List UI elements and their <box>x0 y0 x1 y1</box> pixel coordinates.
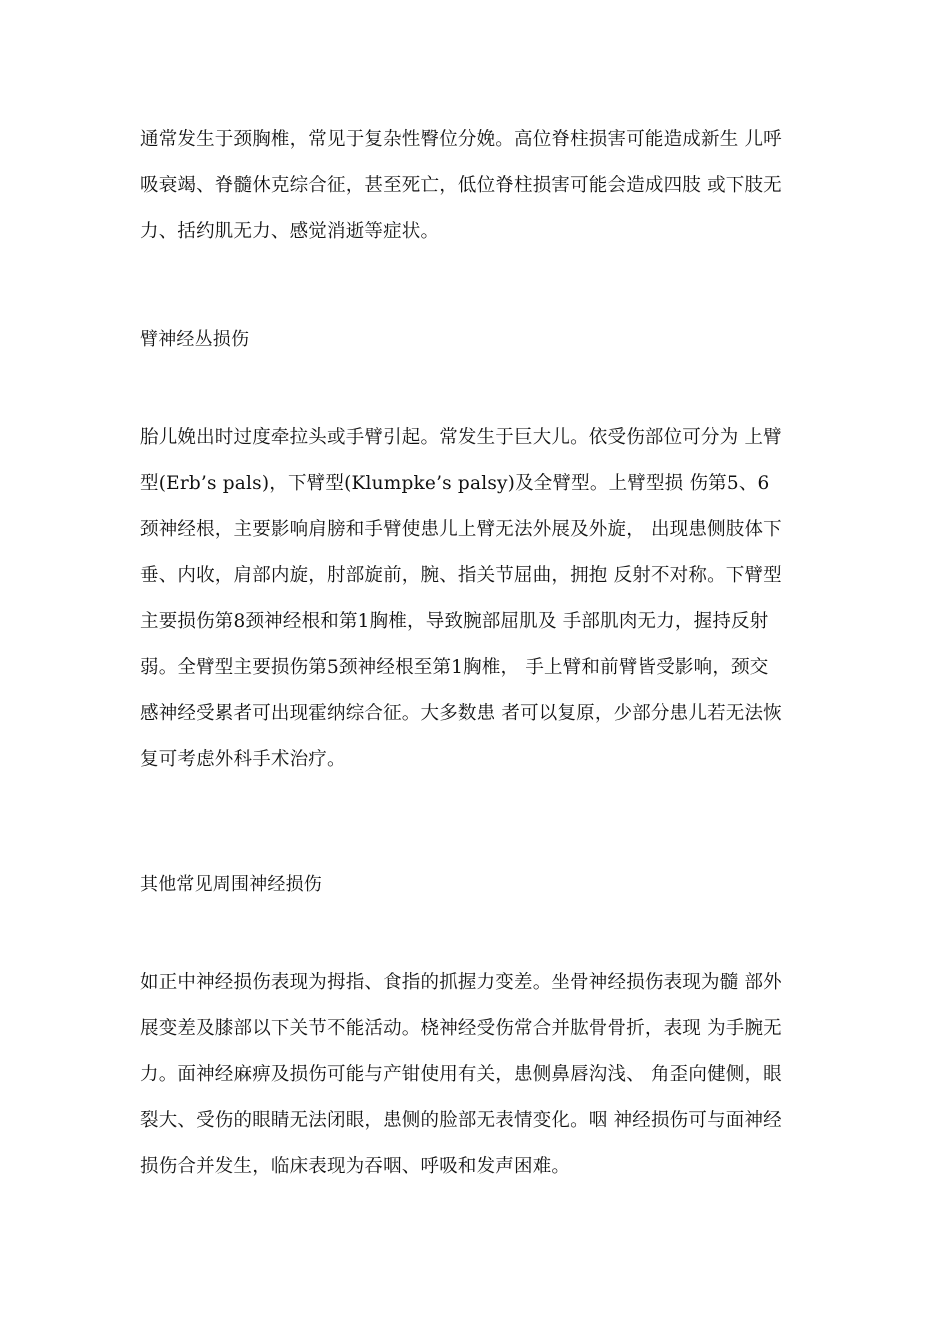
paragraph-line: 胎儿娩出时过度牵拉头或手臂引起。常发生于巨大儿。依受伤部位可分为 上臂 <box>140 427 782 448</box>
heading-text: 臂神经丛损伤 <box>140 329 250 350</box>
heading-text: 其他常见周围神经损伤 <box>140 874 322 895</box>
paragraph-line: 垂、内收，肩部内旋，肘部旋前，腕、指关节屈曲，拥抱 反射不对称。下臂型 <box>140 565 782 586</box>
paragraph-line: 力、括约肌无力、感觉消逝等症状。 <box>140 221 440 242</box>
paragraph-line: 损伤合并发生，临床表现为吞咽、呼吸和发声困难。 <box>140 1156 571 1177</box>
paragraph-line: 展变差及膝部以下关节不能活动。桡神经受伤常合并肱骨骨折，表现 为手腕无 <box>140 1018 782 1039</box>
paragraph-line: 通常发生于颈胸椎，常见于复杂性臀位分娩。高位脊柱损害可能造成新生 儿呼 <box>140 129 782 150</box>
paragraph-line: 复可考虑外科手术治疗。 <box>140 749 346 770</box>
paragraph-spinal-injury <box>140 121 820 251</box>
paragraph-line: 力。面神经麻痹及损伤可能与产钳使用有关，患侧鼻唇沟浅、 角歪向健侧，眼 <box>140 1064 782 1085</box>
paragraph-line: 颈神经根，主要影响肩膀和手臂使患儿上臂无法外展及外旋， 出现患侧肢体下 <box>140 519 782 540</box>
paragraph-line: 型(Erb’s pals)，下臂型(Klumpke’s palsy)及全臂型。上臂型损 伤第5、6 <box>140 473 770 494</box>
paragraph-line: 吸衰竭、脊髓休克综合征，甚至死亡，低位脊柱损害可能会造成四肢 或下肢无 <box>140 175 782 196</box>
paragraph-line: 弱。全臂型主要损伤第5颈神经根至第1胸椎， 手上臂和前臂皆受影响，颈交 <box>140 657 769 678</box>
section-heading-peripheral-nerve <box>140 866 820 904</box>
section-heading-brachial-plexus <box>140 321 820 359</box>
paragraph-line: 主要损伤第8颈神经根和第1胸椎，导致腕部屈肌及 手部肌肉无力，握持反射 <box>140 611 769 632</box>
paragraph-line: 裂大、受伤的眼睛无法闭眼，患侧的脸部无表情变化。咽 神经损伤可与面神经 <box>140 1110 782 1131</box>
paragraph-brachial-plexus <box>140 419 820 779</box>
paragraph-line: 感神经受累者可出现霍纳综合征。大多数患 者可以复原，少部分患儿若无法恢 <box>140 703 782 724</box>
paragraph-line: 如正中神经损伤表现为拇指、食指的抓握力变差。坐骨神经损伤表现为髓 部外 <box>140 972 782 993</box>
paragraph-peripheral-nerve <box>140 964 820 1186</box>
